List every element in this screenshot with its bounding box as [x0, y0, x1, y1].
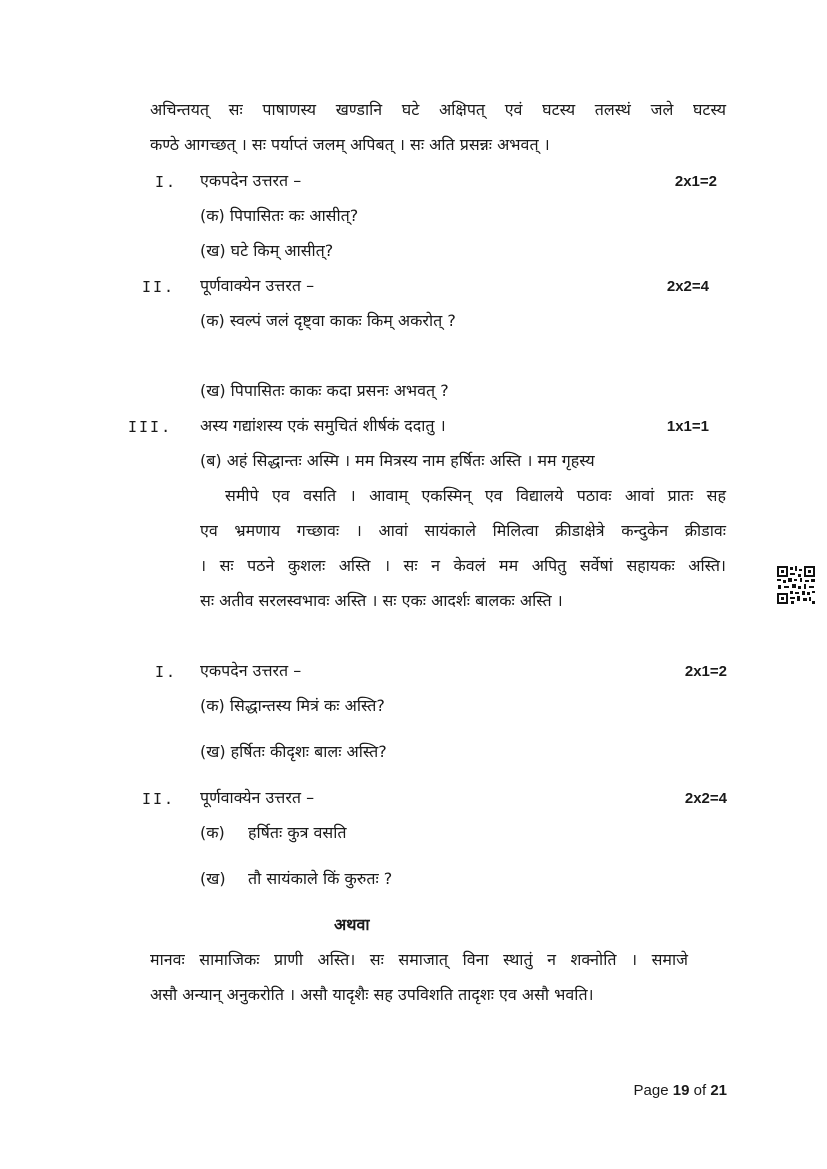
- sub-question: (ख) पिपासितः काकः कदा प्रसनः अभवत् ?: [200, 381, 449, 400]
- passage2-line2: समीपे एव वसति । आवाम् एकस्मिन् एव विद्यालये पठावः आवां प्रातः सह: [225, 486, 726, 505]
- passage2-line3: एव भ्रमणाय गच्छावः । आवां सायंकाले मिलित्वा क्रीडाक्षेत्रे कन्दुकेन क्रीडावः: [200, 521, 726, 540]
- question-number: II.: [142, 790, 176, 808]
- sub-question: हर्षितः कुत्र वसति: [248, 823, 347, 842]
- question-number: I.: [155, 663, 178, 681]
- sub-question: (ख) हर्षितः कीदृशः बालः अस्ति?: [200, 742, 387, 761]
- qr-code-icon: [776, 565, 816, 605]
- total-pages: 21: [710, 1082, 727, 1099]
- question-number: I.: [155, 173, 178, 191]
- sub-question: (क) पिपासितः कः आसीत्?: [200, 206, 359, 225]
- of-word: of: [693, 1082, 707, 1099]
- question-marks: 2x2=4: [666, 278, 709, 295]
- question-marks: 1x1=1: [666, 418, 709, 435]
- question-instruction: अस्य गद्यांशस्य एकं समुचितं शीर्षकं ददातु ।: [200, 416, 446, 435]
- passage2-line5: सः अतीव सरलस्वभावः अस्ति । सः एकः आदर्शः बालकः अस्ति ।: [200, 591, 563, 610]
- passage3-line2: असौ अन्यान् अनुकरोति । असौ यादृशैः सह उपविशति तादृशः एव असौ भवति।: [150, 985, 594, 1004]
- question-marks: 2x1=2: [684, 663, 727, 680]
- passage1-line2: कण्ठे आगच्छत् । सः पर्याप्तं जलम् अपिबत् । सः अति प्रसन्नः अभवत् ।: [150, 135, 550, 154]
- sub-question-label: (ख): [200, 869, 226, 888]
- page-number: [634, 1080, 727, 1102]
- question-marks: 2x2=4: [684, 790, 727, 807]
- sub-question-label: (क): [200, 823, 225, 842]
- question-instruction: एकपदेन उत्तरत –: [200, 171, 302, 190]
- sub-question: (क) स्वल्पं जलं दृष्ट्वा काकः किम् अकरोत् ?: [200, 311, 456, 330]
- sub-question: तौ सायंकाले किं कुरुतः ?: [248, 869, 393, 888]
- passage1-line1: अचिन्तयत् सः पाषाणस्य खण्डानि घटे अक्षिपत् एवं घटस्य तलस्थं जले घटस्य: [150, 100, 726, 119]
- passage2-line1: (ब) अहं सिद्धान्तः अस्मि । मम मित्रस्य नाम हर्षितः अस्ति । मम गृहस्य: [200, 451, 595, 470]
- athava-heading: अथवा: [334, 915, 370, 934]
- page-word: Page: [633, 1082, 669, 1099]
- passage2-line4: । सः पठने कुशलः अस्ति । सः न केवलं मम अपितु सर्वेषां सहायकः अस्ति।: [200, 556, 726, 575]
- question-instruction: एकपदेन उत्तरत –: [200, 661, 302, 680]
- question-number: III.: [128, 418, 173, 436]
- current-page: 19: [672, 1082, 690, 1099]
- question-instruction: पूर्णवाक्येन उत्तरत –: [200, 788, 315, 807]
- question-number: II.: [142, 278, 176, 296]
- question-marks: 2x1=2: [674, 173, 717, 190]
- question-instruction: पूर्णवाक्येन उत्तरत –: [200, 276, 315, 295]
- sub-question: (ख) घटे किम् आसीत्?: [200, 241, 334, 260]
- passage3-line1: मानवः सामाजिकः प्राणी अस्ति। सः समाजात् विना स्थातुं न शक्नोति । समाजे: [150, 950, 688, 969]
- sub-question: (क) सिद्धान्तस्य मित्रं कः अस्ति?: [200, 696, 385, 715]
